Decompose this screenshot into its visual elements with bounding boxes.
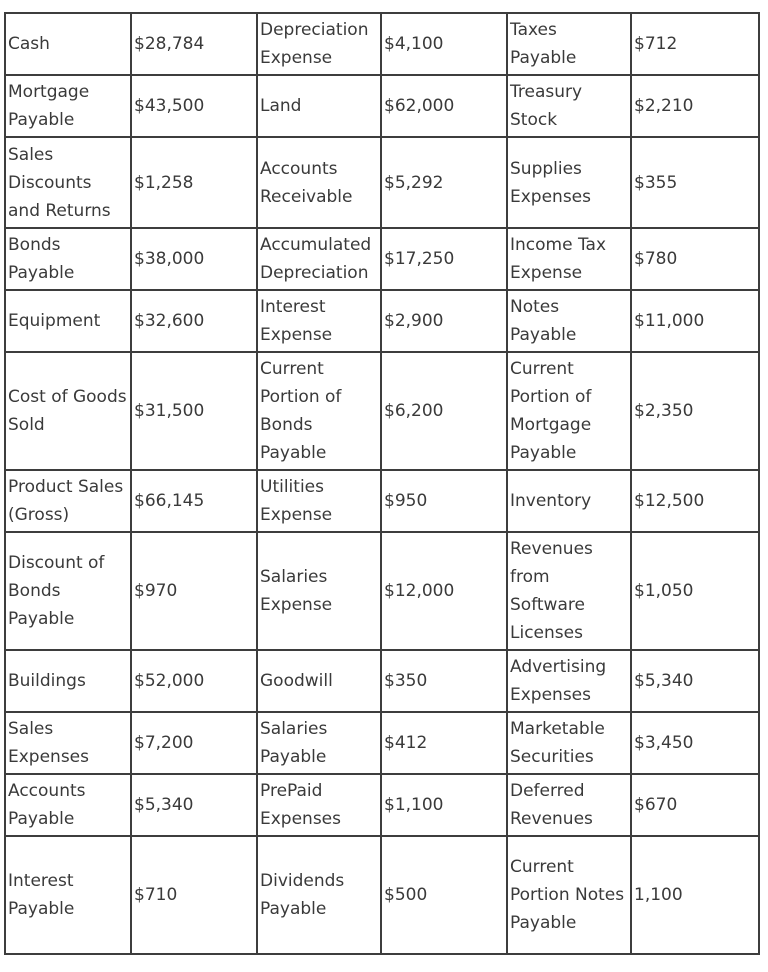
account-value-cell: $6,200	[381, 352, 507, 470]
table-row	[5, 836, 759, 954]
account-name-cell: Revenues from Software Licenses	[507, 532, 631, 650]
account-name-cell: Equipment	[5, 290, 131, 352]
account-value-cell: $670	[631, 774, 759, 836]
account-name-cell: Sales Expenses	[5, 712, 131, 774]
account-value-cell: $12,000	[381, 532, 507, 650]
account-name-cell: Cost of Goods Sold	[5, 352, 131, 470]
account-name-cell: Sales Discounts and Returns	[5, 137, 131, 228]
account-value-cell: $412	[381, 712, 507, 774]
account-name-cell: Advertising Expenses	[507, 650, 631, 712]
account-name-cell: Current Portion Notes Payable	[507, 836, 631, 954]
account-value-cell: $43,500	[131, 75, 257, 137]
account-value-cell: $2,350	[631, 352, 759, 470]
table-row	[5, 352, 759, 470]
account-value-cell: $5,292	[381, 137, 507, 228]
account-name-cell: Dividends Payable	[257, 836, 381, 954]
account-name-cell: Taxes Payable	[507, 13, 631, 75]
account-name-cell: Accumulated Depreciation	[257, 228, 381, 290]
account-name-cell: Salaries Payable	[257, 712, 381, 774]
account-value-cell: $3,450	[631, 712, 759, 774]
account-value-cell: $11,000	[631, 290, 759, 352]
account-name-cell: Interest Payable	[5, 836, 131, 954]
account-value-cell: $52,000	[131, 650, 257, 712]
table-row	[5, 650, 759, 712]
account-value-cell: $5,340	[631, 650, 759, 712]
account-value-cell: 1,100	[631, 836, 759, 954]
account-name-cell: Accounts Payable	[5, 774, 131, 836]
account-value-cell: $500	[381, 836, 507, 954]
table-row	[5, 75, 759, 137]
table-row	[5, 774, 759, 836]
account-name-cell: Accounts Receivable	[257, 137, 381, 228]
account-value-cell: $1,258	[131, 137, 257, 228]
account-value-cell: $7,200	[131, 712, 257, 774]
table-row	[5, 13, 759, 75]
account-name-cell: Utilities Expense	[257, 470, 381, 532]
table-body	[5, 13, 759, 954]
account-value-cell: $710	[131, 836, 257, 954]
table-row	[5, 712, 759, 774]
account-value-cell: $780	[631, 228, 759, 290]
account-value-cell: $12,500	[631, 470, 759, 532]
account-name-cell: Discount of Bonds Payable	[5, 532, 131, 650]
account-value-cell: $712	[631, 13, 759, 75]
account-name-cell: Supplies Expenses	[507, 137, 631, 228]
account-name-cell: Interest Expense	[257, 290, 381, 352]
account-name-cell: Goodwill	[257, 650, 381, 712]
account-value-cell: $28,784	[131, 13, 257, 75]
table-row	[5, 290, 759, 352]
account-name-cell: PrePaid Expenses	[257, 774, 381, 836]
account-value-cell: $355	[631, 137, 759, 228]
account-name-cell: Deferred Revenues	[507, 774, 631, 836]
table-row	[5, 470, 759, 532]
account-name-cell: Buildings	[5, 650, 131, 712]
account-value-cell: $62,000	[381, 75, 507, 137]
account-value-cell: $5,340	[131, 774, 257, 836]
account-value-cell: $32,600	[131, 290, 257, 352]
account-value-cell: $38,000	[131, 228, 257, 290]
account-name-cell: Cash	[5, 13, 131, 75]
account-value-cell: $1,050	[631, 532, 759, 650]
account-value-cell: $350	[381, 650, 507, 712]
account-name-cell: Product Sales (Gross)	[5, 470, 131, 532]
table-row	[5, 137, 759, 228]
account-balances-table	[4, 12, 760, 955]
account-name-cell: Current Portion of Mortgage Payable	[507, 352, 631, 470]
account-value-cell: $2,210	[631, 75, 759, 137]
account-name-cell: Salaries Expense	[257, 532, 381, 650]
account-value-cell: $31,500	[131, 352, 257, 470]
account-value-cell: $66,145	[131, 470, 257, 532]
account-name-cell: Current Portion of Bonds Payable	[257, 352, 381, 470]
account-name-cell: Depreciation Expense	[257, 13, 381, 75]
account-name-cell: Bonds Payable	[5, 228, 131, 290]
account-name-cell: Land	[257, 75, 381, 137]
account-value-cell: $17,250	[381, 228, 507, 290]
account-name-cell: Inventory	[507, 470, 631, 532]
account-value-cell: $970	[131, 532, 257, 650]
account-name-cell: Mortgage Payable	[5, 75, 131, 137]
account-value-cell: $4,100	[381, 13, 507, 75]
account-name-cell: Income Tax Expense	[507, 228, 631, 290]
account-value-cell: $950	[381, 470, 507, 532]
account-name-cell: Treasury Stock	[507, 75, 631, 137]
account-value-cell: $1,100	[381, 774, 507, 836]
account-name-cell: Marketable Securities	[507, 712, 631, 774]
account-name-cell: Notes Payable	[507, 290, 631, 352]
table-row	[5, 532, 759, 650]
table-row	[5, 228, 759, 290]
account-value-cell: $2,900	[381, 290, 507, 352]
